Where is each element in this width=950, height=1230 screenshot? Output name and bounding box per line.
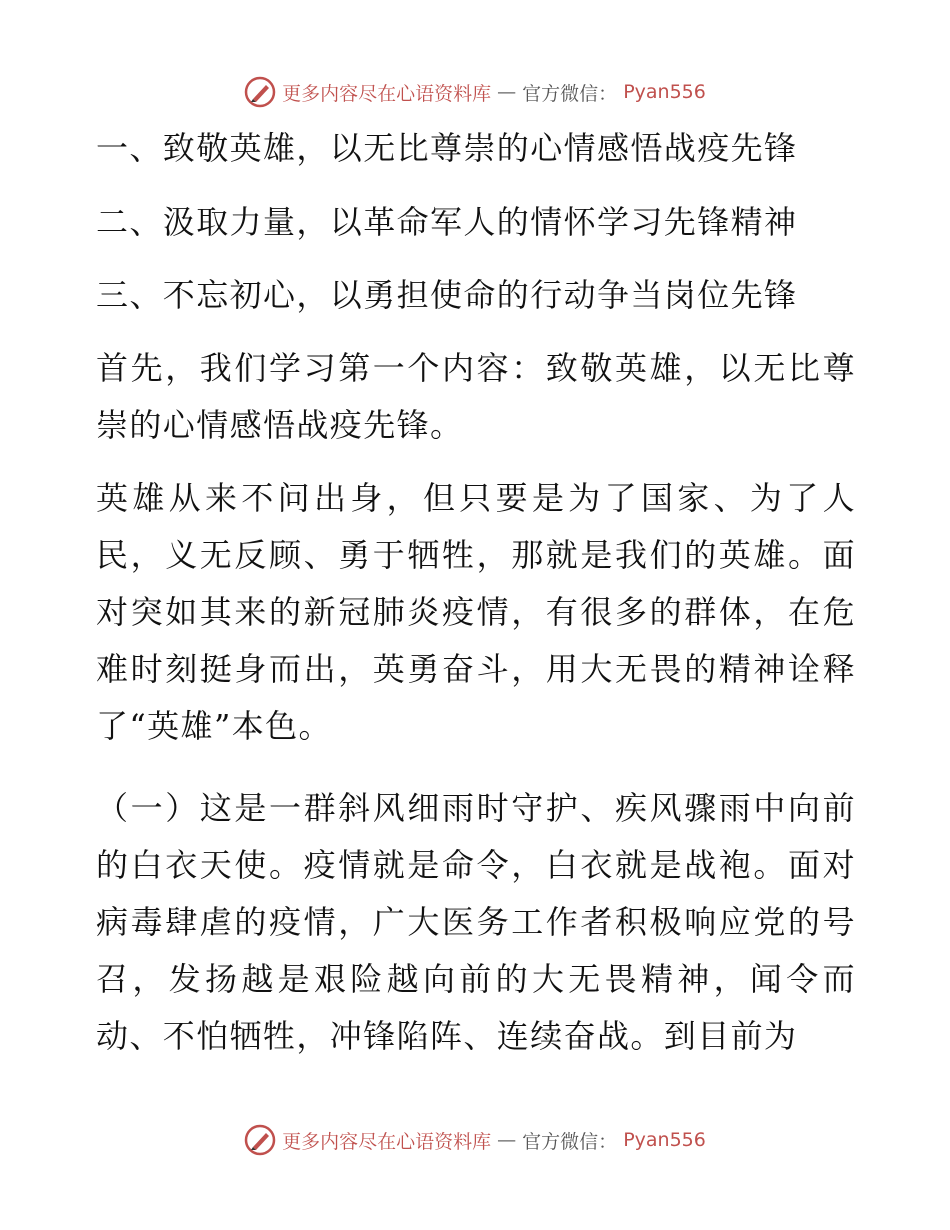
watermark-label: 官方微信： <box>522 82 618 105</box>
body-paragraph-2: 英雄从来不问出身，但只要是为了国家、为了人民，义无反顾、勇于牺牲，那就是我们的英雄。面对突如其来的新冠肺炎疫情，有很多的群体，在危难时刻挺身而出，英勇奋斗，用大无畏的精神诠释了“英雄”本色。 <box>96 479 856 745</box>
outline-item-3: 三、不忘初心，以勇担使命的行动争当岗位先锋 <box>96 276 798 314</box>
watermark-id: Pyan556 <box>623 81 706 103</box>
footer-watermark <box>0 1120 950 1160</box>
watermark-id: Pyan556 <box>623 1129 706 1151</box>
watermark-separator: — <box>497 1129 517 1151</box>
watermark-separator: — <box>497 81 517 103</box>
watermark-text: 更多内容尽在心语资料库 <box>282 1130 492 1153</box>
outline-item-1: 一、致敬英雄，以无比尊崇的心情感悟战疫先锋 <box>96 129 798 167</box>
body-paragraph-1: 首先，我们学习第一个内容：致敬英雄，以无比尊崇的心情感悟战疫先锋。 <box>96 349 856 444</box>
outline-item-2: 二、汲取力量，以革命军人的情怀学习先锋精神 <box>96 203 798 241</box>
watermark-label: 官方微信： <box>522 1130 618 1153</box>
pen-logo-icon <box>244 76 276 108</box>
watermark-text: 更多内容尽在心语资料库 <box>282 82 492 105</box>
pen-logo-icon <box>244 1124 276 1156</box>
header-watermark <box>0 72 950 112</box>
body-paragraph-3: （一）这是一群斜风细雨时守护、疾风骤雨中向前的白衣天使。疫情就是命令，白衣就是战袍。面对病毒肆虐的疫情，广大医务工作者积极响应党的号召，发扬越是艰险越向前的大无畏精神，闻令而动、不怕牺牲，冲锋陷阵、连续奋战。到目前为 <box>96 789 856 1055</box>
